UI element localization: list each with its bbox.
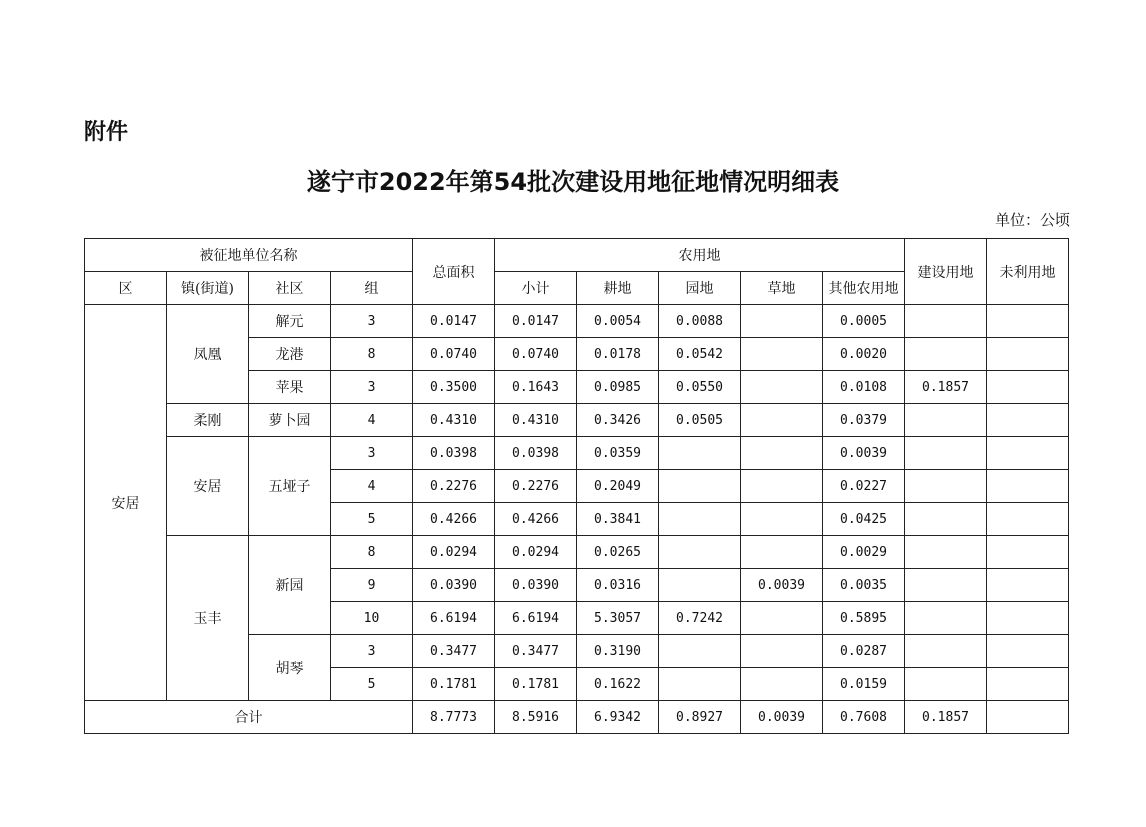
construction-cell <box>905 635 987 668</box>
grass-cell <box>741 404 823 437</box>
subtotal-cell: 0.0398 <box>495 437 577 470</box>
unused-cell <box>987 338 1069 371</box>
cultivated-cell: 0.3841 <box>577 503 659 536</box>
grass-cell <box>741 371 823 404</box>
total-row <box>85 701 1069 734</box>
subtotal-cell: 0.1781 <box>495 668 577 701</box>
garden-cell <box>659 635 741 668</box>
team-cell: 9 <box>331 569 413 602</box>
community-cell: 胡琴 <box>249 635 331 701</box>
attachment-label: 附件 <box>84 120 129 145</box>
total-cell: 0.0147 <box>413 305 495 338</box>
other-agri-cell: 0.0020 <box>823 338 905 371</box>
community-cell: 五垭子 <box>249 437 331 536</box>
grass-cell <box>741 470 823 503</box>
construction-cell <box>905 470 987 503</box>
header-construction: 建设用地 <box>905 239 987 305</box>
team-cell: 3 <box>331 305 413 338</box>
garden-cell: 0.0542 <box>659 338 741 371</box>
construction-cell <box>905 404 987 437</box>
garden-cell: 0.0505 <box>659 404 741 437</box>
unused-cell <box>987 470 1069 503</box>
unused-cell <box>987 536 1069 569</box>
total-cell: 6.6194 <box>413 602 495 635</box>
garden-cell: 0.8927 <box>659 701 741 734</box>
table-row <box>85 536 1069 569</box>
construction-cell <box>905 338 987 371</box>
cultivated-cell: 0.2049 <box>577 470 659 503</box>
page-title: 遂宁市2022年第54批次建设用地征地情况明细表 <box>306 168 840 196</box>
garden-cell <box>659 470 741 503</box>
grass-cell <box>741 602 823 635</box>
total-cell: 0.0294 <box>413 536 495 569</box>
grass-cell <box>741 305 823 338</box>
cultivated-cell: 0.0985 <box>577 371 659 404</box>
unit-label: 单位：公顷 <box>994 211 1070 229</box>
team-cell: 10 <box>331 602 413 635</box>
cultivated-cell: 0.3190 <box>577 635 659 668</box>
total-cell: 0.2276 <box>413 470 495 503</box>
unused-cell <box>987 437 1069 470</box>
table-row <box>85 404 1069 437</box>
construction-cell <box>905 536 987 569</box>
town-cell: 安居 <box>167 437 249 536</box>
garden-cell <box>659 536 741 569</box>
unused-cell <box>987 668 1069 701</box>
construction-cell <box>905 437 987 470</box>
total-cell: 0.0398 <box>413 437 495 470</box>
header-cultivated: 耕地 <box>577 272 659 305</box>
subtotal-cell: 0.0740 <box>495 338 577 371</box>
grass-cell <box>741 536 823 569</box>
total-cell: 0.1781 <box>413 668 495 701</box>
grass-cell: 0.0039 <box>741 701 823 734</box>
community-cell: 苹果 <box>249 371 331 404</box>
unused-cell <box>987 305 1069 338</box>
grass-cell <box>741 338 823 371</box>
town-cell: 凤凰 <box>167 305 249 404</box>
unused-cell <box>987 602 1069 635</box>
grass-cell <box>741 503 823 536</box>
grass-cell <box>741 437 823 470</box>
garden-cell: 0.0088 <box>659 305 741 338</box>
cultivated-cell: 0.0178 <box>577 338 659 371</box>
construction-cell <box>905 569 987 602</box>
garden-cell <box>659 503 741 536</box>
header-unit-name: 被征地单位名称 <box>85 239 413 272</box>
other-agri-cell: 0.0029 <box>823 536 905 569</box>
header-grass: 草地 <box>741 272 823 305</box>
district-cell: 安居 <box>85 305 167 701</box>
total-cell: 0.0740 <box>413 338 495 371</box>
garden-cell <box>659 668 741 701</box>
total-cell: 0.3477 <box>413 635 495 668</box>
other-agri-cell: 0.0039 <box>823 437 905 470</box>
header-other-agri: 其他农用地 <box>823 272 905 305</box>
subtotal-cell: 0.2276 <box>495 470 577 503</box>
subtotal-cell: 0.4266 <box>495 503 577 536</box>
total-label: 合计 <box>85 701 413 734</box>
cultivated-cell: 6.9342 <box>577 701 659 734</box>
land-acquisition-table <box>84 238 1069 734</box>
team-cell: 4 <box>331 470 413 503</box>
other-agri-cell: 0.0035 <box>823 569 905 602</box>
other-agri-cell: 0.0425 <box>823 503 905 536</box>
header-subtotal: 小计 <box>495 272 577 305</box>
other-agri-cell: 0.0159 <box>823 668 905 701</box>
unused-cell <box>987 701 1069 734</box>
header-town: 镇(街道) <box>167 272 249 305</box>
other-agri-cell: 0.0287 <box>823 635 905 668</box>
team-cell: 8 <box>331 338 413 371</box>
table-row <box>85 437 1069 470</box>
town-cell: 柔刚 <box>167 404 249 437</box>
team-cell: 5 <box>331 503 413 536</box>
other-agri-cell: 0.0108 <box>823 371 905 404</box>
unused-cell <box>987 371 1069 404</box>
grass-cell <box>741 635 823 668</box>
header-district: 区 <box>85 272 167 305</box>
community-cell: 龙港 <box>249 338 331 371</box>
cultivated-cell: 0.1622 <box>577 668 659 701</box>
garden-cell <box>659 569 741 602</box>
table-row <box>85 305 1069 338</box>
construction-cell <box>905 602 987 635</box>
grass-cell <box>741 668 823 701</box>
cultivated-cell: 0.0359 <box>577 437 659 470</box>
unused-cell <box>987 635 1069 668</box>
subtotal-cell: 6.6194 <box>495 602 577 635</box>
subtotal-cell: 0.0390 <box>495 569 577 602</box>
construction-cell <box>905 305 987 338</box>
team-cell: 3 <box>331 635 413 668</box>
unused-cell <box>987 569 1069 602</box>
town-cell: 玉丰 <box>167 536 249 701</box>
cultivated-cell: 0.0054 <box>577 305 659 338</box>
header-garden: 园地 <box>659 272 741 305</box>
construction-cell <box>905 668 987 701</box>
team-cell: 3 <box>331 437 413 470</box>
cultivated-cell: 5.3057 <box>577 602 659 635</box>
total-cell: 0.0390 <box>413 569 495 602</box>
subtotal-cell: 0.0294 <box>495 536 577 569</box>
subtotal-cell: 0.3477 <box>495 635 577 668</box>
cultivated-cell: 0.0265 <box>577 536 659 569</box>
subtotal-cell: 0.1643 <box>495 371 577 404</box>
other-agri-cell: 0.5895 <box>823 602 905 635</box>
header-agri-land: 农用地 <box>495 239 905 272</box>
garden-cell: 0.7242 <box>659 602 741 635</box>
total-cell: 0.4310 <box>413 404 495 437</box>
other-agri-cell: 0.0227 <box>823 470 905 503</box>
subtotal-cell: 0.0147 <box>495 305 577 338</box>
cultivated-cell: 0.0316 <box>577 569 659 602</box>
construction-cell <box>905 503 987 536</box>
total-cell: 0.3500 <box>413 371 495 404</box>
header-total-area: 总面积 <box>413 239 495 305</box>
unused-cell <box>987 503 1069 536</box>
header-unused: 未利用地 <box>987 239 1069 305</box>
subtotal-cell: 8.5916 <box>495 701 577 734</box>
community-cell: 解元 <box>249 305 331 338</box>
construction-cell: 0.1857 <box>905 371 987 404</box>
team-cell: 8 <box>331 536 413 569</box>
grass-cell: 0.0039 <box>741 569 823 602</box>
construction-cell: 0.1857 <box>905 701 987 734</box>
community-cell: 萝卜园 <box>249 404 331 437</box>
other-agri-cell: 0.7608 <box>823 701 905 734</box>
team-cell: 4 <box>331 404 413 437</box>
other-agri-cell: 0.0005 <box>823 305 905 338</box>
garden-cell <box>659 437 741 470</box>
total-cell: 0.4266 <box>413 503 495 536</box>
total-cell: 8.7773 <box>413 701 495 734</box>
unused-cell <box>987 404 1069 437</box>
community-cell: 新园 <box>249 536 331 635</box>
team-cell: 5 <box>331 668 413 701</box>
cultivated-cell: 0.3426 <box>577 404 659 437</box>
header-community: 社区 <box>249 272 331 305</box>
garden-cell: 0.0550 <box>659 371 741 404</box>
header-team: 组 <box>331 272 413 305</box>
subtotal-cell: 0.4310 <box>495 404 577 437</box>
other-agri-cell: 0.0379 <box>823 404 905 437</box>
team-cell: 3 <box>331 371 413 404</box>
